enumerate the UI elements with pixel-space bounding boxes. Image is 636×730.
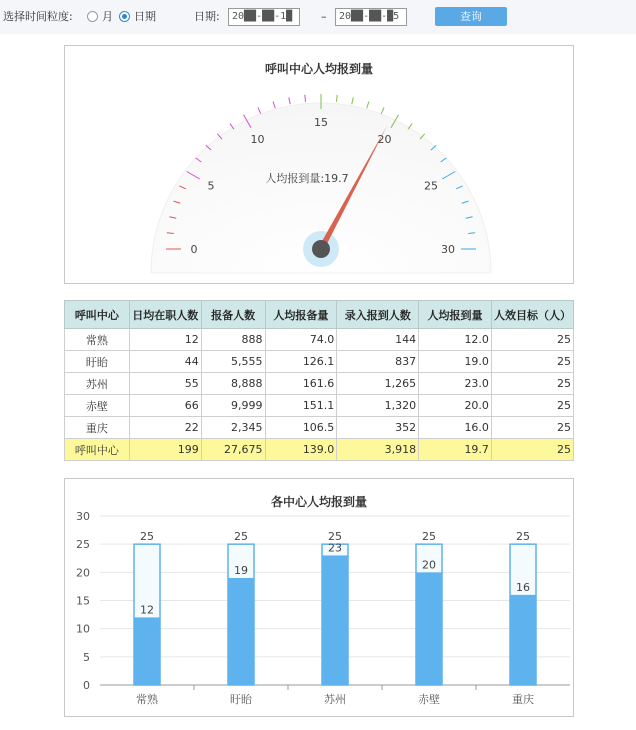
column-header: 呼叫中心	[65, 301, 130, 329]
table-cell: 55	[129, 373, 201, 395]
x-category-label: 重庆	[512, 693, 534, 706]
table-cell: 44	[129, 351, 201, 373]
gauge-tick	[289, 97, 290, 104]
x-category-label: 盱眙	[230, 693, 252, 706]
y-tick-label: 15	[76, 594, 90, 608]
gauge-tick	[381, 107, 384, 113]
table-cell: 126.1	[265, 351, 337, 373]
table-cell: 27,675	[201, 439, 265, 461]
actual-bar	[228, 578, 254, 685]
table-cell: 8,888	[201, 373, 265, 395]
bar-chart-panel	[64, 478, 574, 717]
actual-bar	[416, 572, 442, 685]
table-row	[65, 395, 574, 417]
column-header: 日均在职人数	[129, 301, 201, 329]
gauge-tick	[273, 102, 275, 109]
table-cell: 25	[491, 439, 573, 461]
table-cell: 25	[491, 417, 573, 439]
target-value-label: 25	[422, 530, 436, 544]
month-option-label[interactable]: 月	[102, 10, 113, 23]
table-cell: 106.5	[265, 417, 337, 439]
actual-value-label: 23	[328, 541, 342, 555]
table-total-row	[65, 439, 574, 461]
table-cell: 199	[129, 439, 201, 461]
table-cell: 25	[491, 395, 573, 417]
actual-value-label: 19	[234, 563, 248, 577]
table-cell: 16.0	[419, 417, 492, 439]
gauge-tick-label: 5	[207, 179, 215, 193]
y-tick-label: 30	[76, 510, 90, 523]
gauge-tick-label: 30	[441, 243, 455, 256]
table-cell: 5,555	[201, 351, 265, 373]
table-cell: 呼叫中心	[65, 439, 130, 461]
target-value-label: 25	[234, 530, 248, 544]
table-cell: 837	[337, 351, 419, 373]
table-cell: 161.6	[265, 373, 337, 395]
column-header: 人效目标（人）	[491, 301, 573, 329]
table-cell: 盱眙	[65, 351, 130, 373]
table-row	[65, 329, 574, 351]
month-radio[interactable]	[87, 11, 98, 22]
table-cell: 20.0	[419, 395, 492, 417]
table-cell: 23.0	[419, 373, 492, 395]
table-cell: 苏州	[65, 373, 130, 395]
granularity-label: 选择时间粒度:	[3, 10, 73, 23]
column-header: 人均报到量	[419, 301, 492, 329]
table-cell: 144	[337, 329, 419, 351]
actual-bar	[510, 595, 536, 685]
gauge-tick	[352, 97, 353, 104]
day-option-label[interactable]: 日期	[134, 10, 156, 23]
y-tick-label: 20	[76, 566, 90, 580]
y-tick-label: 0	[83, 679, 90, 692]
actual-bar	[322, 555, 348, 685]
gauge-tick	[367, 102, 369, 109]
table-cell: 1,320	[337, 395, 419, 417]
column-header: 人均报备量	[265, 301, 337, 329]
date-range-separator: –	[321, 10, 327, 23]
table-cell: 常熟	[65, 329, 130, 351]
actual-value-label: 16	[516, 580, 530, 594]
gauge-hub	[312, 240, 330, 258]
table-cell: 139.0	[265, 439, 337, 461]
table-row	[65, 351, 574, 373]
filter-toolbar	[0, 0, 636, 34]
x-category-label: 赤壁	[418, 693, 440, 706]
y-tick-label: 5	[83, 650, 90, 664]
table-cell: 19.7	[419, 439, 492, 461]
gauge-chart	[65, 46, 573, 283]
gauge-tick-label: 15	[314, 116, 328, 129]
gauge-tick	[336, 95, 337, 102]
table-cell: 19.0	[419, 351, 492, 373]
x-category-label: 苏州	[324, 693, 346, 706]
table-cell: 352	[337, 417, 419, 439]
bar-chart	[65, 479, 573, 716]
table-cell: 重庆	[65, 417, 130, 439]
y-tick-label: 10	[76, 622, 90, 636]
gauge-tick-label: 0	[190, 243, 198, 256]
y-tick-label: 25	[76, 538, 90, 552]
table-cell: 9,999	[201, 395, 265, 417]
table-cell: 66	[129, 395, 201, 417]
column-header: 报备人数	[201, 301, 265, 329]
table-cell: 151.1	[265, 395, 337, 417]
center-stats-table	[64, 300, 574, 461]
table-row	[65, 373, 574, 395]
table-cell: 22	[129, 417, 201, 439]
table-cell: 74.0	[265, 329, 337, 351]
gauge-panel	[64, 45, 574, 284]
table-cell: 888	[201, 329, 265, 351]
table-header-row	[65, 301, 574, 329]
date-from-input[interactable]: 20██-██-1█	[228, 8, 300, 26]
table-cell: 25	[491, 351, 573, 373]
date-to-input[interactable]: 20██-██-█5	[335, 8, 407, 26]
table-cell: 1,265	[337, 373, 419, 395]
table-cell: 2,345	[201, 417, 265, 439]
gauge-tick-label: 10	[250, 133, 265, 147]
gauge-tick-label: 20	[377, 133, 392, 147]
target-value-label: 25	[328, 530, 342, 544]
table-cell: 3,918	[337, 439, 419, 461]
day-radio[interactable]	[119, 11, 130, 22]
target-value-label: 25	[516, 530, 530, 544]
table-row	[65, 417, 574, 439]
target-value-label: 25	[140, 530, 154, 544]
table-cell: 25	[491, 329, 573, 351]
table-cell: 25	[491, 373, 573, 395]
gauge-tick	[305, 95, 306, 102]
actual-value-label: 20	[422, 558, 436, 572]
gauge-tick	[258, 107, 261, 113]
date-label: 日期:	[194, 10, 220, 23]
column-header: 录入报到人数	[337, 301, 419, 329]
table-cell: 12.0	[419, 329, 492, 351]
table-cell: 赤壁	[65, 395, 130, 417]
actual-bar	[134, 617, 160, 685]
table-cell: 12	[129, 329, 201, 351]
gauge-title: 呼叫中心人均报到量	[264, 62, 373, 76]
bar-chart-title: 各中心人均报到量	[270, 495, 367, 509]
gauge-tick-label: 25	[423, 179, 438, 193]
gauge-value-label: 人均报到量:19.7	[265, 172, 349, 185]
x-category-label: 常熟	[136, 693, 158, 706]
actual-value-label: 12	[140, 603, 154, 617]
query-button[interactable]: 查询	[435, 7, 507, 26]
